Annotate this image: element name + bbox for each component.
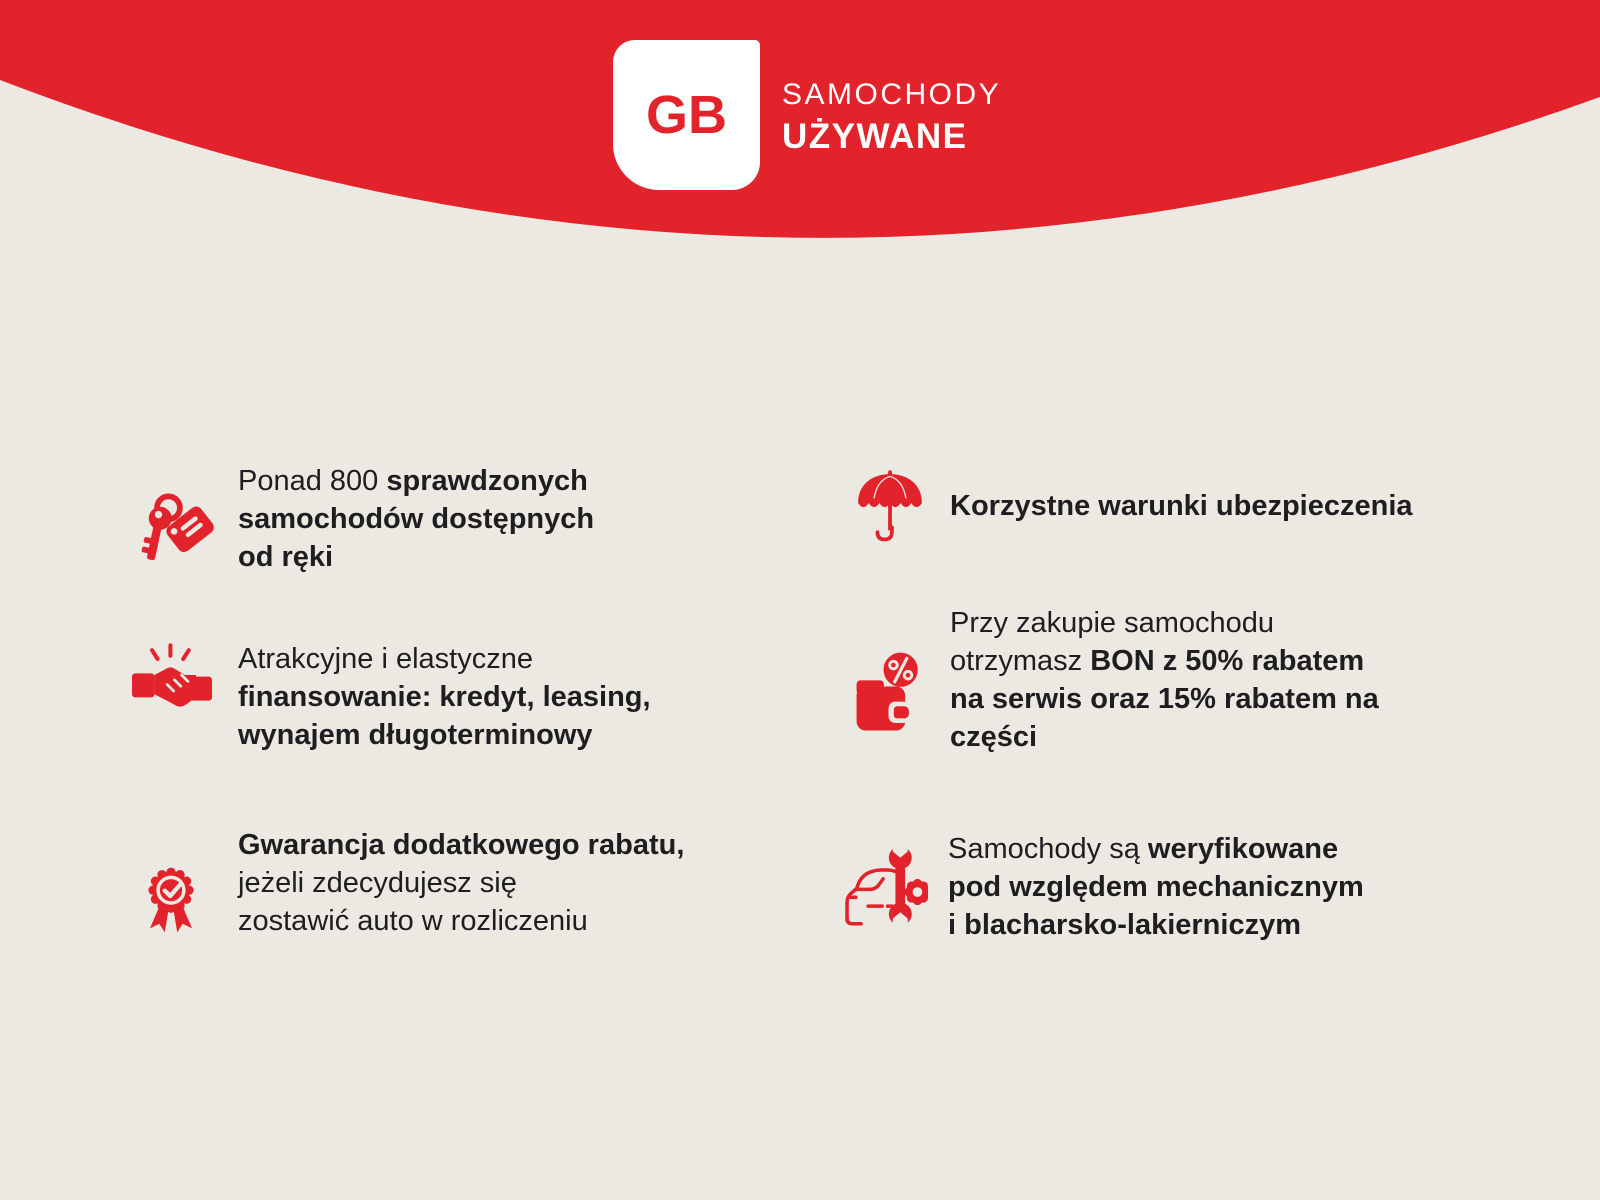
feature-text-line: pod względem mechanicznym: [948, 871, 1364, 903]
car-service-icon: [840, 838, 928, 932]
feature-text-line: i blacharsko-lakierniczym: [948, 909, 1301, 941]
feature-text-line: Atrakcyjne i elastyczne: [238, 643, 533, 675]
brand-title: [782, 78, 1001, 157]
feature-text-line: jeżeli zdecydujesz się: [238, 867, 517, 899]
feature-text-line: od ręki: [238, 541, 334, 573]
feature-text-line: Samochody są weryfikowane: [948, 833, 1339, 865]
feature-text: [238, 640, 651, 754]
feature-text-line: otrzymasz BON z 50% rabatem: [950, 645, 1365, 677]
feature-text-line: zostawić auto w rozliczeniu: [238, 905, 588, 937]
feature-checked-cars: [132, 462, 594, 576]
feature-service-voucher: [852, 604, 1379, 756]
feature-insurance: [852, 460, 1413, 550]
feature-text: [950, 487, 1413, 525]
feature-text-line: finansowanie: kredyt, leasing,: [238, 681, 651, 713]
feature-verification: [840, 830, 1364, 944]
gb-logo-text: GB: [646, 85, 727, 145]
handshake-icon: [132, 642, 212, 724]
feature-text: [238, 826, 684, 940]
feature-guarantee: [132, 826, 684, 946]
brand-title-line2: UŻYWANE: [782, 117, 968, 156]
gb-logo: [613, 40, 760, 190]
feature-text: [950, 604, 1379, 756]
feature-text-line: Korzystne warunki ubezpieczenia: [950, 490, 1413, 522]
wallet-discount-icon: [852, 640, 928, 736]
umbrella-icon: [852, 462, 928, 550]
feature-text: [238, 462, 594, 576]
award-badge-icon: [132, 850, 210, 946]
feature-text-line: samochodów dostępnych: [238, 503, 595, 535]
feature-text-line: Przy zakupie samochodu: [950, 607, 1274, 639]
header-banner: [0, 0, 1600, 400]
car-keys-icon: [132, 480, 218, 566]
feature-text-line: wynajem długoterminowy: [238, 719, 593, 751]
feature-text-line: części: [950, 721, 1038, 753]
feature-text-line: Ponad 800 sprawdzonych: [238, 465, 588, 497]
feature-text-line: Gwarancja dodatkowego rabatu,: [238, 829, 685, 861]
feature-text-line: na serwis oraz 15% rabatem na: [950, 683, 1379, 715]
feature-text: [948, 830, 1364, 944]
brand-title-line1: SAMOCHODY: [782, 78, 1002, 111]
feature-financing: [132, 640, 651, 754]
